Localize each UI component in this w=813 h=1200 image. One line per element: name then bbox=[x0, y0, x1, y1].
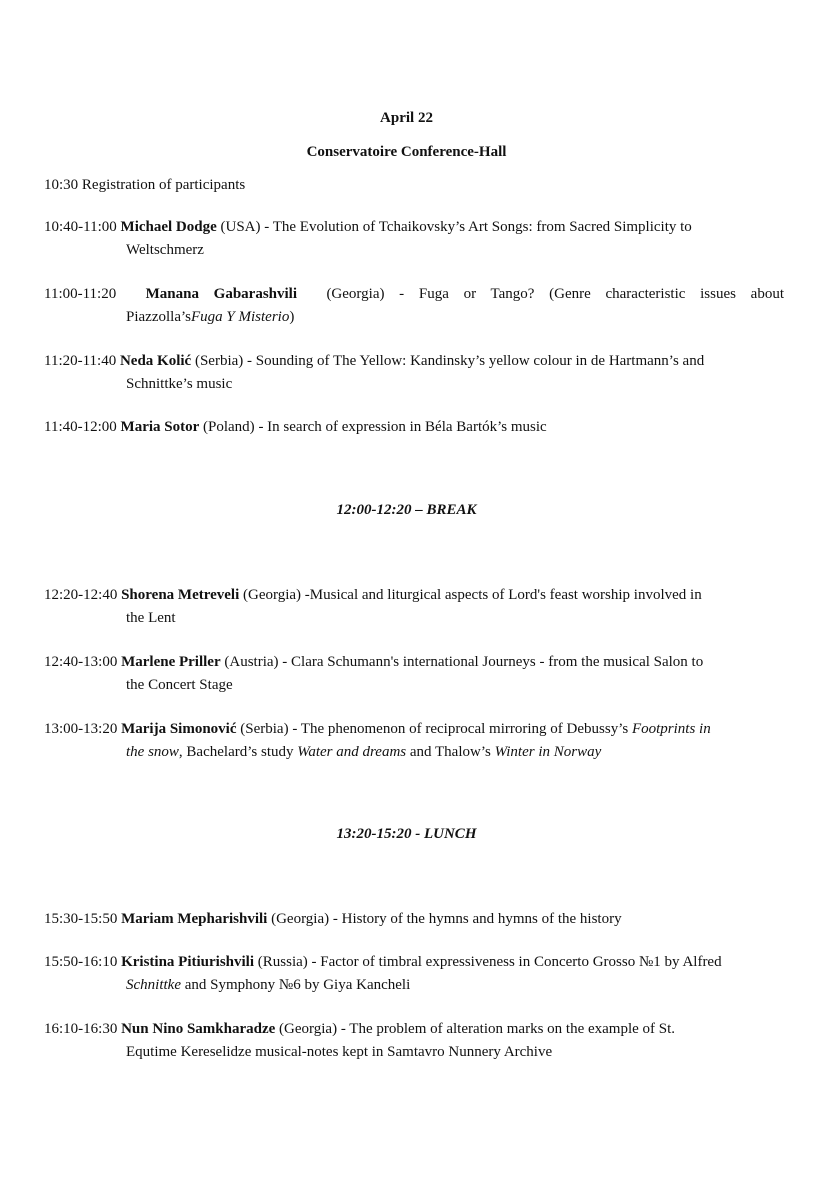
entry-time: 11:00-11:20 bbox=[44, 286, 117, 302]
talk-title: - In search of expression in Béla Bartók’s music bbox=[254, 419, 547, 435]
entry-time: 11:40-12:00 bbox=[44, 419, 117, 435]
talk-entry bbox=[44, 951, 784, 997]
talk-title-italic: Schnittke bbox=[126, 977, 181, 993]
venue-title: Conservatoire Conference-Hall bbox=[306, 144, 507, 160]
talk-entry bbox=[44, 216, 784, 262]
talk-entry bbox=[44, 908, 784, 931]
entry-time: 13:00-13:20 bbox=[44, 721, 118, 737]
talk-title: - The phenomenon of reciprocal mirroring of Debussy’s bbox=[288, 721, 632, 737]
talk-title: - Fuga or Tango? (Genre characteristic issues about bbox=[384, 286, 784, 302]
entry-time: 15:30-15:50 bbox=[44, 911, 118, 927]
entry-time: 10:30 bbox=[44, 177, 79, 193]
talk-entry bbox=[44, 584, 784, 630]
speaker-name: Michael Dodge bbox=[120, 219, 217, 235]
talk-title-italic: Footprints in bbox=[631, 721, 711, 737]
speaker-country: (USA) bbox=[220, 219, 261, 235]
speaker-country: (Georgia) bbox=[271, 911, 330, 927]
speaker-name: Nun Nino Samkharadze bbox=[121, 1021, 276, 1037]
speaker-country: (Austria) bbox=[224, 654, 279, 670]
talk-title-cont: ) bbox=[289, 309, 295, 325]
speaker-country: (Serbia) bbox=[240, 721, 289, 737]
entry-time: 11:20-11:40 bbox=[44, 353, 117, 369]
talk-title: - Factor of timbral expressiveness in Concerto Grosso №1 by Alfred bbox=[307, 954, 722, 970]
speaker-name: Mariam Mepharishvili bbox=[121, 911, 268, 927]
talk-entry bbox=[44, 350, 784, 396]
talk-title-cont: Weltschmerz bbox=[126, 242, 204, 258]
talk-entry bbox=[44, 1018, 784, 1064]
speaker-country: (Poland) bbox=[203, 419, 255, 435]
break-heading: 12:00-12:20 – BREAK bbox=[336, 502, 477, 518]
speaker-name: Marija Simonović bbox=[121, 721, 237, 737]
talk-title: -Musical and liturgical aspects of Lord's feast worship involved in bbox=[301, 587, 702, 603]
talk-title-italic: Fuga Y Misterio bbox=[190, 309, 290, 325]
talk-title-cont: Schnittke’s music bbox=[126, 376, 233, 392]
speaker-name: Marlene Priller bbox=[121, 654, 221, 670]
talk-title-italic: Water and dreams bbox=[297, 744, 407, 760]
talk-entry bbox=[44, 718, 784, 764]
program-date: April 22 bbox=[380, 110, 433, 126]
entry-text: Registration of participants bbox=[81, 177, 246, 193]
talk-title-cont: the Lent bbox=[126, 610, 176, 626]
speaker-name: Neda Kolić bbox=[119, 353, 192, 369]
entry-time: 12:20-12:40 bbox=[44, 587, 118, 603]
talk-title: - History of the hymns and hymns of the history bbox=[329, 911, 622, 927]
speaker-country: (Georgia) bbox=[326, 286, 385, 302]
speaker-country: (Russia) bbox=[257, 954, 308, 970]
speaker-name: Maria Sotor bbox=[120, 419, 200, 435]
speaker-name: Manana Gabarashvili bbox=[145, 286, 298, 302]
talk-title-cont: and Symphony №6 by Giya Kancheli bbox=[180, 977, 411, 993]
speaker-name: Shorena Metreveli bbox=[121, 587, 240, 603]
talk-title-cont: , Bachelard’s study bbox=[178, 744, 298, 760]
talk-title-cont: the Concert Stage bbox=[126, 677, 233, 693]
speaker-country: (Serbia) bbox=[194, 353, 244, 369]
talk-entry bbox=[44, 416, 784, 439]
talk-title: - Sounding of The Yellow: Kandinsky’s yellow colour in de Hartmann’s and bbox=[243, 353, 705, 369]
talk-title-cont: and Thalow’s bbox=[406, 744, 495, 760]
entry-time: 15:50-16:10 bbox=[44, 954, 118, 970]
talk-title-italic: Winter in Norway bbox=[494, 744, 602, 760]
talk-title: - The Evolution of Tchaikovsky’s Art Songs: from Sacred Simplicity to bbox=[260, 219, 692, 235]
talk-title: - Clara Schumann's international Journeys - from the musical Salon to bbox=[278, 654, 704, 670]
entry-time: 16:10-16:30 bbox=[44, 1021, 118, 1037]
talk-title: - The problem of alteration marks on the example of St. bbox=[337, 1021, 676, 1037]
talk-title-cont: Piazzolla’s bbox=[126, 309, 191, 325]
talk-entry bbox=[44, 651, 784, 697]
entry-time: 12:40-13:00 bbox=[44, 654, 118, 670]
entry-time: 10:40-11:00 bbox=[44, 219, 117, 235]
speaker-country: (Georgia) bbox=[279, 1021, 338, 1037]
talk-title-cont: Equtime Kereselidze musical-notes kept in Samtavro Nunnery Archive bbox=[126, 1044, 553, 1060]
speaker-name: Kristina Pitiurishvili bbox=[121, 954, 255, 970]
talk-title-italic: the snow bbox=[126, 744, 179, 760]
registration-entry bbox=[44, 174, 784, 197]
lunch-heading: 13:20-15:20 - LUNCH bbox=[336, 826, 477, 842]
talk-entry bbox=[44, 283, 784, 329]
speaker-country: (Georgia) bbox=[243, 587, 302, 603]
